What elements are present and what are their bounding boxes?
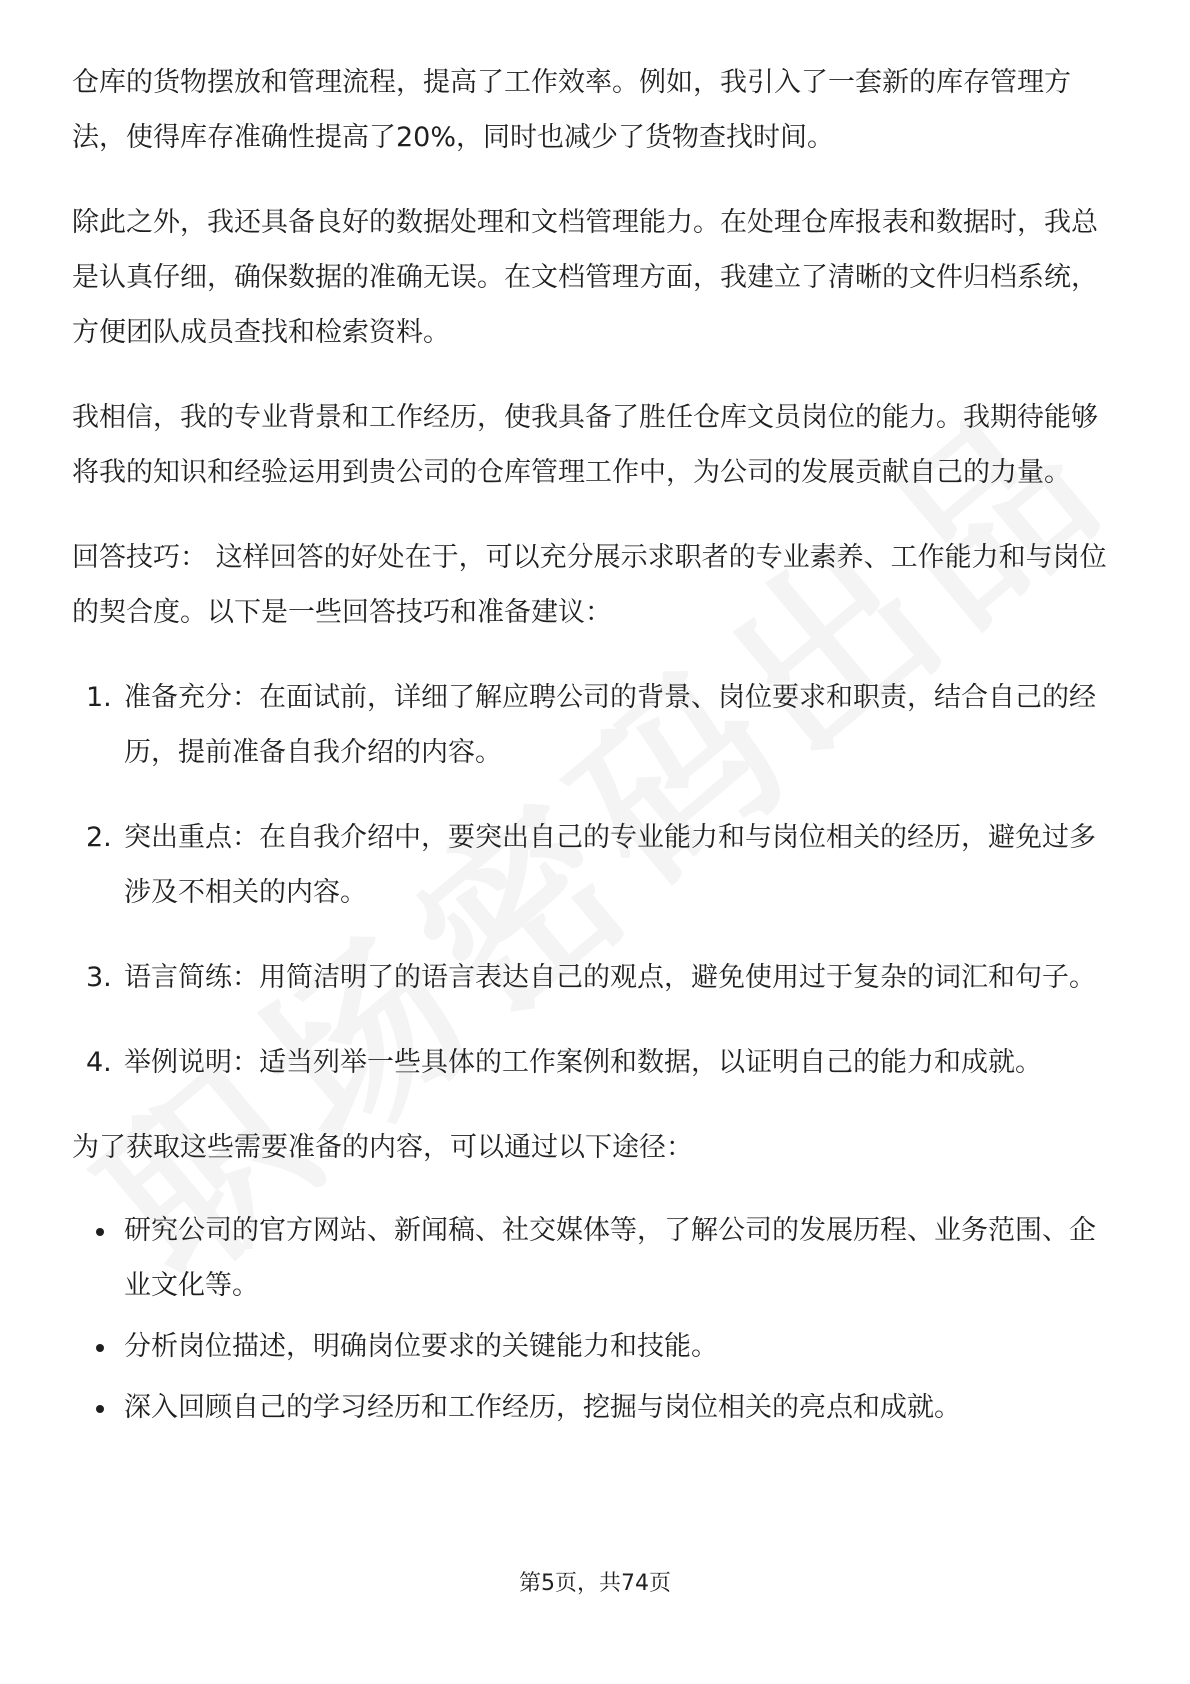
bullet-item-text: 研究公司的官方网站、新闻稿、社交媒体等，了解公司的发展历程、业务范围、企业文化等。	[124, 1215, 1096, 1301]
paragraph-inventory: 仓库的货物摆放和管理流程，提高了工作效率。例如，我引入了一套新的库存管理方法，使得库存准确性提高了20%，同时也减少了货物查找时间。	[72, 67, 1071, 153]
list-number: 3.	[86, 962, 112, 993]
ways-list	[72, 1203, 1122, 1435]
list-number: 4.	[86, 1047, 112, 1078]
bullet-item	[72, 1203, 1122, 1313]
document-body	[72, 55, 1122, 1441]
list-number: 2.	[86, 822, 112, 853]
bullet-item	[72, 1380, 1122, 1435]
list-item	[72, 810, 1122, 920]
list-item	[72, 1035, 1122, 1090]
tips-list	[72, 670, 1122, 1090]
bullet-icon	[96, 1228, 104, 1236]
bullet-item	[72, 1319, 1122, 1374]
list-item	[72, 670, 1122, 780]
paragraph-data-skills: 除此之外，我还具备良好的数据处理和文档管理能力。在处理仓库报表和数据时，我总是认真仔细，确保数据的准确无误。在文档管理方面，我建立了清晰的文件归档系统，方便团队成员查找和检索资料。	[72, 207, 1098, 348]
list-item-text: 举例说明：适当列举一些具体的工作案例和数据，以证明自己的能力和成就。	[124, 1047, 1042, 1078]
paragraph-ways-intro: 为了获取这些需要准备的内容，可以通过以下途径：	[72, 1132, 693, 1163]
list-number: 1.	[86, 682, 112, 713]
bullet-icon	[96, 1344, 104, 1352]
list-item-text: 语言简练：用简洁明了的语言表达自己的观点，避免使用过于复杂的词汇和句子。	[124, 962, 1096, 993]
bullet-icon	[96, 1405, 104, 1413]
list-item-text: 准备充分：在面试前，详细了解应聘公司的背景、岗位要求和职责，结合自己的经历，提前准备自我介绍的内容。	[124, 682, 1096, 768]
bullet-item-text: 深入回顾自己的学习经历和工作经历，挖掘与岗位相关的亮点和成就。	[124, 1392, 961, 1423]
list-item	[72, 950, 1122, 1005]
bullet-item-text: 分析岗位描述，明确岗位要求的关键能力和技能。	[124, 1331, 718, 1362]
paragraph-confidence: 我相信，我的专业背景和工作经历，使我具备了胜任仓库文员岗位的能力。我期待能够将我的知识和经验运用到贵公司的仓库管理工作中，为公司的发展贡献自己的力量。	[72, 402, 1098, 488]
paragraph-answer-tips: 回答技巧： 这样回答的好处在于，可以充分展示求职者的专业素养、工作能力和与岗位的契合度。以下是一些回答技巧和准备建议：	[72, 542, 1107, 628]
page-footer: 第5页，共74页	[519, 1571, 671, 1596]
list-item-text: 突出重点：在自我介绍中，要突出自己的专业能力和与岗位相关的经历，避免过多涉及不相关的内容。	[124, 822, 1096, 908]
